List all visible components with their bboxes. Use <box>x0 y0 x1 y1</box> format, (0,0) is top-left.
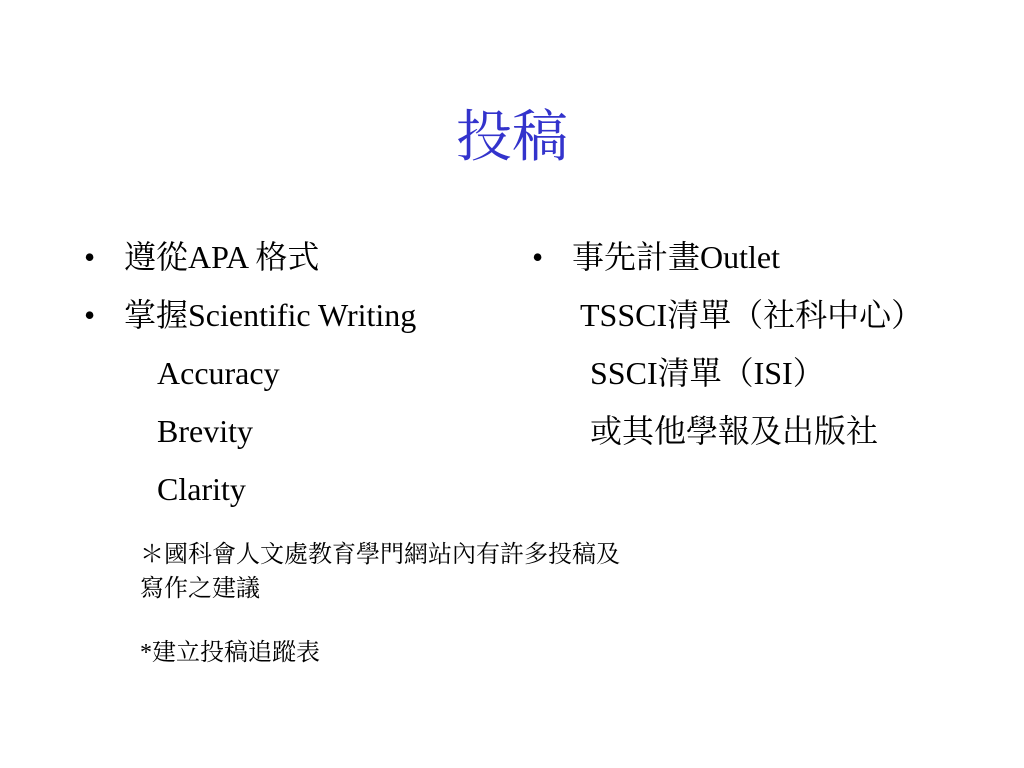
note-line: ＊國科會人文處教育學門網站內有許多投稿及 <box>140 542 620 568</box>
sub-item: Brevity <box>157 413 253 449</box>
sub-item: Accuracy <box>157 355 280 391</box>
bullet-text: 掌握Scientific Writing <box>124 297 417 333</box>
bullet-item <box>532 228 1012 286</box>
bullet-icon: • <box>84 297 96 333</box>
right-column <box>532 228 1012 460</box>
sub-item: SSCI清單（ISI） <box>590 355 825 391</box>
sub-item: TSSCI清單（社科中心） <box>580 297 924 333</box>
slide-title: 投稿 <box>456 107 568 169</box>
bullet-icon: • <box>84 239 96 275</box>
sub-item: 或其他學報及出版社 <box>590 413 879 449</box>
note-tracking: *建立投稿追蹤表 <box>140 640 320 666</box>
bullet-text: 遵從APA 格式 <box>124 239 320 275</box>
left-column <box>84 228 524 518</box>
bullet-text: 事先計畫Outlet <box>572 239 780 275</box>
note-suggestions <box>140 538 840 606</box>
bullet-item <box>84 228 524 286</box>
sub-item: Clarity <box>157 471 246 507</box>
bullet-item <box>84 286 524 344</box>
bullet-icon: • <box>532 239 544 275</box>
note-line: 寫作之建議 <box>140 576 260 602</box>
